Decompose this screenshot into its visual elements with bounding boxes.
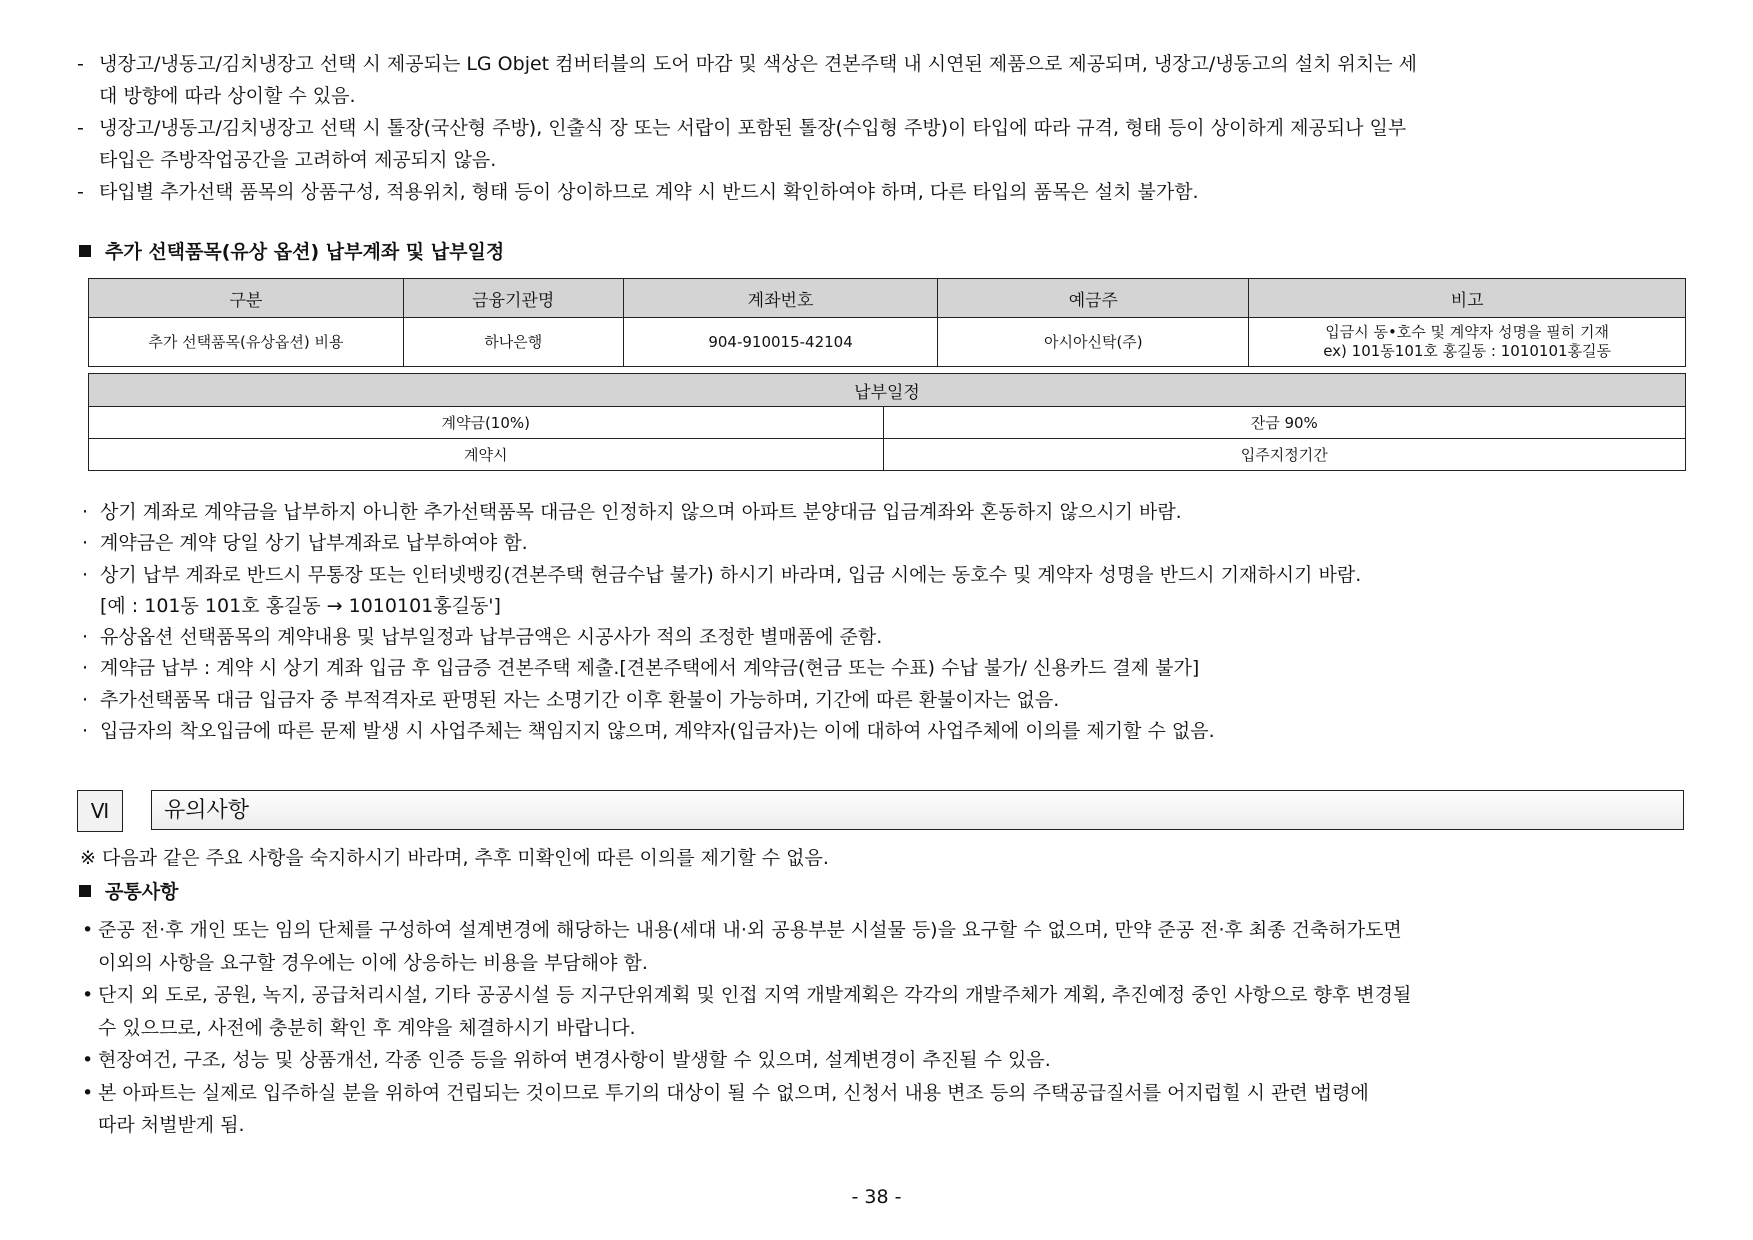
list-item-line: 따라 처벌받게 됨. (98, 1114, 245, 1136)
example-text: [예 : 101동 101호 홍길동 → 1010101홍길동'] (100, 594, 501, 617)
bullet-mark: · (82, 720, 89, 743)
common-notes (82, 914, 1692, 1142)
note-line: ex) 101동101호 홍길동 : 1010101홍길동 (1323, 342, 1612, 360)
column-header: 계좌번호 (623, 279, 938, 318)
list-item-line: 이외의 사항을 요구할 경우에는 이에 상응하는 비용을 부담해야 함. (98, 951, 648, 974)
bullet-mark: · (82, 657, 89, 680)
list-item (82, 914, 1692, 979)
list-item-text: 계약금은 계약 당일 상기 납부계좌로 납부하여야 함. (100, 532, 528, 555)
list-item-line: 타입별 추가선택 품목의 상품구성, 적용위치, 형태 등이 상이하므로 계약 시 반드시 확인하여야 하며, 다른 타입의 품목은 설치 불가함. (99, 181, 1199, 203)
list-item (82, 1077, 1692, 1142)
list-item (82, 560, 1702, 591)
bullet-mark: • (82, 984, 94, 1006)
list-item-line: 본 아파트는 실제로 입주하실 분을 위하여 건립되는 것이므로 투기의 대상이 될 수 없으며, 신청서 내용 변조 등의 주택공급질서를 어지럽힐 시 관련 법령에 (98, 1081, 1369, 1104)
list-item (77, 48, 1677, 112)
bullet-mark: • (82, 1081, 94, 1104)
table-row (89, 407, 1686, 439)
intro-list (77, 48, 1677, 208)
bullet-mark: · (82, 688, 89, 711)
chapter-number: Ⅵ (77, 790, 123, 832)
notice-text: ※ 다음과 같은 주요 사항을 숙지하시기 바라며, 추후 미확인에 따른 이의를 제기할 수 없음. (80, 847, 829, 869)
square-bullet-icon (79, 885, 91, 897)
cell-deposit-timing: 계약시 (89, 439, 884, 471)
list-item-text: 유상옵션 선택품목의 계약내용 및 납부일정과 납부금액은 시공사가 적의 조정한 별매품에 준함. (100, 626, 883, 649)
chapter-heading (77, 790, 1687, 832)
cell-holder: 아시아신탁(주) (938, 318, 1249, 367)
list-item-line: 냉장고/냉동고/김치냉장고 선택 시 제공되는 LG Objet 컴버터블의 도어 마감 및 색상은 견본주택 내 시연된 제품으로 제공되며, 냉장고/냉동고의 설치 위치는 세 (99, 53, 1417, 75)
section-title-common (79, 880, 178, 904)
table-row (89, 439, 1686, 471)
list-item (82, 685, 1702, 716)
list-item (82, 528, 1702, 559)
account-table (88, 278, 1686, 367)
list-item (82, 497, 1702, 528)
payment-notes (82, 497, 1702, 747)
cell-balance-timing: 입주지정기간 (883, 439, 1686, 471)
page-number: - 38 - (851, 1186, 902, 1208)
bullet-mark: · (82, 626, 89, 649)
list-item-text: 입금자의 착오입금에 따른 문제 발생 시 사업주체는 책임지지 않으며, 계약자(입금자)는 이에 대하여 사업주체에 이의를 제기할 수 없음. (100, 720, 1215, 743)
list-item-line: 단지 외 도로, 공원, 녹지, 공급처리시설, 기타 공공시설 등 지구단위계획 및 인접 지역 개발계획은 각각의 개발주체가 계획, 추진예정 중인 사항으로 향후 변경될 (98, 984, 1412, 1006)
note-line: 입금시 동•호수 및 계약자 성명을 필히 기재 (1325, 323, 1610, 341)
list-item-line: 대 방향에 따라 상이할 수 있음. (99, 85, 356, 107)
list-item-line: 타입은 주방작업공간을 고려하여 제공되지 않음. (99, 149, 497, 171)
list-item-line: 냉장고/냉동고/김치냉장고 선택 시 톨장(국산형 주방), 인출식 장 또는 서랍이 포함된 톨장(수입형 주방)이 타입에 따라 규격, 형태 등이 상이하게 제공되나 일부 (99, 117, 1407, 139)
list-item-text: 상기 계좌로 계약금을 납부하지 아니한 추가선택품목 대금은 인정하지 않으며 아파트 분양대금 입금계좌와 혼동하지 않으시기 바람. (100, 501, 1182, 523)
bullet-mark: · (82, 501, 89, 523)
chapter-title: 유의사항 (151, 790, 1684, 830)
bullet-mark: • (82, 1049, 94, 1071)
column-header: 예금주 (938, 279, 1249, 318)
table-row (89, 318, 1686, 367)
table-header-row (89, 374, 1686, 407)
column-header: 금융기관명 (403, 279, 623, 318)
cell-bank: 하나은행 (403, 318, 623, 367)
section-title-account (79, 240, 504, 264)
table-header-row (89, 279, 1686, 318)
dash-mark: - (77, 117, 84, 139)
cell-balance: 잔금 90% (883, 407, 1686, 439)
cell-deposit: 계약금(10%) (89, 407, 884, 439)
column-header: 구분 (89, 279, 404, 318)
schedule-table (88, 373, 1686, 471)
list-item (77, 112, 1677, 176)
list-item (77, 176, 1677, 208)
list-item (82, 653, 1702, 684)
square-bullet-icon (79, 245, 91, 257)
column-header: 비고 (1249, 279, 1686, 318)
list-item (82, 622, 1702, 653)
schedule-title: 납부일정 (89, 374, 1686, 407)
list-item-line: 수 있으므로, 사전에 충분히 확인 후 계약을 체결하시기 바랍니다. (98, 1016, 636, 1039)
bullet-mark: · (82, 532, 89, 555)
section-title-text: 추가 선택품목(유상 옵션) 납부계좌 및 납부일정 (105, 241, 505, 263)
section-title-text: 공통사항 (105, 881, 179, 903)
bullet-mark: • (82, 919, 94, 941)
list-item (82, 1044, 1692, 1077)
list-item-line: 준공 전·후 개인 또는 임의 단체를 구성하여 설계변경에 해당하는 내용(세대 내·외 공용부분 시설물 등)을 요구할 수 없으며, 만약 준공 전·후 최종 건축허가도면 (98, 919, 1402, 941)
dash-mark: - (77, 181, 84, 203)
cell-account-number: 904-910015-42104 (623, 318, 938, 367)
list-item-text: 추가선택품목 대금 입금자 중 부적격자로 판명된 자는 소명기간 이후 환불이 가능하며, 기간에 따른 환불이자는 없음. (100, 688, 1060, 711)
bullet-mark: · (82, 563, 89, 586)
list-item-line: 현장여건, 구조, 성능 및 상품개선, 각종 인증 등을 위하여 변경사항이 발생할 수 있으며, 설계변경이 추진될 수 있음. (98, 1049, 1051, 1071)
list-item (82, 979, 1692, 1044)
dash-mark: - (77, 53, 84, 75)
list-item (82, 716, 1702, 747)
list-item-text: 계약금 납부 : 계약 시 상기 계좌 입금 후 입금증 견본주택 제출.[견본주택에서 계약금(현금 또는 수표) 수납 불가/ 신용카드 결제 불가] (100, 657, 1200, 680)
cell-note (1249, 318, 1686, 367)
list-item-text: 상기 납부 계좌로 반드시 무통장 또는 인터넷뱅킹(견본주택 현금수납 불가) 하시기 바라며, 입금 시에는 동호수 및 계약자 성명을 반드시 기재하시기 바람. (100, 563, 1362, 586)
cell-category: 추가 선택품목(유상옵션) 비용 (89, 318, 404, 367)
